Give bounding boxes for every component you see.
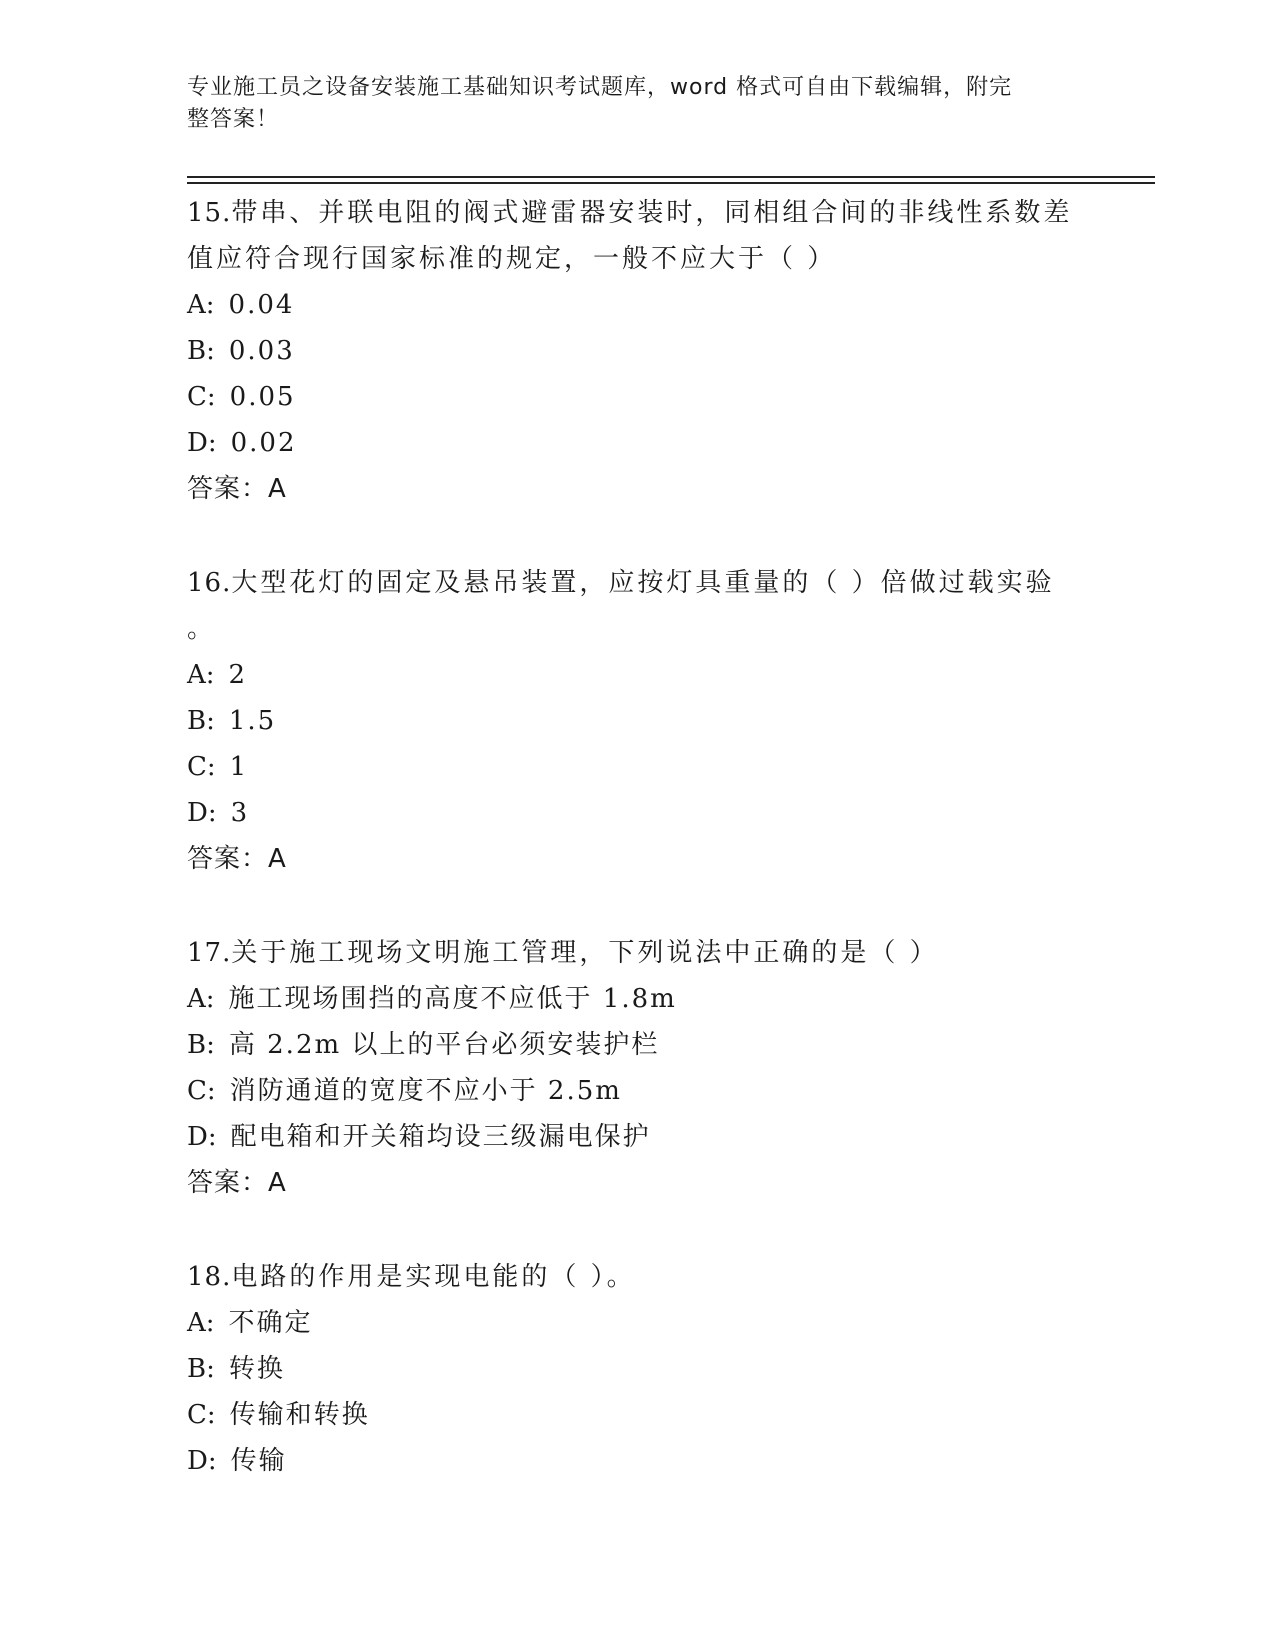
option-d: D: 传输 <box>187 1446 287 1476</box>
question-text <box>187 560 1087 606</box>
question-number: 15. <box>187 198 232 228</box>
option-letter: D <box>187 1122 208 1152</box>
option-text: 2 <box>228 660 248 690</box>
option-text: 不确定 <box>228 1308 313 1338</box>
answer-line: 答案：A <box>187 1168 287 1198</box>
option-d: D: 3 <box>187 798 250 828</box>
option-letter: C <box>187 752 207 782</box>
question-text <box>187 930 1087 976</box>
option-a: A: 2 <box>187 660 248 690</box>
option-letter: A <box>187 1308 206 1338</box>
option-b: B: 转换 <box>187 1354 285 1384</box>
document-header <box>187 72 1067 136</box>
option-b: B: 高 2.2m 以上的平台必须安装护栏 <box>187 1030 660 1060</box>
option-b: B: 1.5 <box>187 706 277 736</box>
question-stem-line-2: 值应符合现行国家标准的规定，一般不应大于（ ） <box>187 244 837 274</box>
option-text: 1 <box>229 752 249 782</box>
option-c: C: 消防通道的宽度不应小于 2.5m <box>187 1076 622 1106</box>
option-letter: C <box>187 1076 207 1106</box>
option-d: D: 0.02 <box>187 428 297 458</box>
question-number: 18. <box>187 1262 232 1292</box>
question-16 <box>187 560 1087 882</box>
option-letter: C <box>187 1400 207 1430</box>
option-text: 传输和转换 <box>229 1400 370 1430</box>
question-stem-line-2: 。 <box>187 614 217 644</box>
option-text: 施工现场围挡的高度不应低于 1.8m <box>228 984 677 1014</box>
option-c: C: 传输和转换 <box>187 1400 370 1430</box>
option-text: 0.05 <box>229 382 296 412</box>
option-letter: B <box>187 1030 207 1060</box>
option-a: A: 施工现场围挡的高度不应低于 1.8m <box>187 984 677 1014</box>
question-stem-line-1: 关于施工现场文明施工管理，下列说法中正确的是（ ） <box>231 938 939 968</box>
option-letter: B <box>187 1354 207 1384</box>
option-c: C: 1 <box>187 752 249 782</box>
question-list <box>187 190 1087 1532</box>
option-text: 3 <box>230 798 250 828</box>
option-a: A: 0.04 <box>187 290 295 320</box>
option-text: 1.5 <box>228 706 277 736</box>
option-text: 配电箱和开关箱均设三级漏电保护 <box>230 1122 651 1152</box>
option-letter: D <box>187 798 208 828</box>
option-letter: C <box>187 382 207 412</box>
option-letter: B <box>187 336 207 366</box>
option-d: D: 配电箱和开关箱均设三级漏电保护 <box>187 1122 651 1152</box>
answer-line: 答案：A <box>187 474 287 504</box>
option-c: C: 0.05 <box>187 382 296 412</box>
option-text: 0.02 <box>230 428 297 458</box>
question-number: 16. <box>187 568 232 598</box>
question-stem-line-1: 大型花灯的固定及悬吊装置，应按灯具重量的（ ）倍做过载实验 <box>231 568 1055 598</box>
question-stem-line-1: 带串、并联电阻的阀式避雷器安装时，同相组合间的非线性系数差 <box>231 198 1073 228</box>
option-a: A: 不确定 <box>187 1308 313 1338</box>
option-letter: D <box>187 428 208 458</box>
option-letter: A <box>187 660 206 690</box>
question-15 <box>187 190 1087 512</box>
option-letter: D <box>187 1446 208 1476</box>
option-text: 消防通道的宽度不应小于 2.5m <box>229 1076 622 1106</box>
header-line-2: 整答案！ <box>187 107 280 132</box>
question-17 <box>187 930 1087 1206</box>
header-divider-top <box>187 176 1155 178</box>
header-divider-bottom <box>187 182 1155 184</box>
question-text <box>187 190 1087 236</box>
option-letter: A <box>187 290 206 320</box>
answer-line: 答案：A <box>187 844 287 874</box>
question-stem-line-1: 电路的作用是实现电能的（ ）。 <box>231 1262 636 1292</box>
option-text: 高 2.2m 以上的平台必须安装护栏 <box>228 1030 660 1060</box>
option-text: 传输 <box>230 1446 287 1476</box>
option-text: 0.03 <box>228 336 295 366</box>
option-text: 转换 <box>228 1354 285 1384</box>
option-letter: A <box>187 984 206 1014</box>
option-text: 0.04 <box>228 290 295 320</box>
question-text <box>187 1254 1087 1300</box>
header-line-1: 专业施工员之设备安装施工基础知识考试题库，word 格式可自由下载编辑，附完 <box>187 75 1013 100</box>
option-letter: B <box>187 706 207 736</box>
option-b: B: 0.03 <box>187 336 295 366</box>
question-18 <box>187 1254 1087 1484</box>
question-number: 17. <box>187 938 232 968</box>
